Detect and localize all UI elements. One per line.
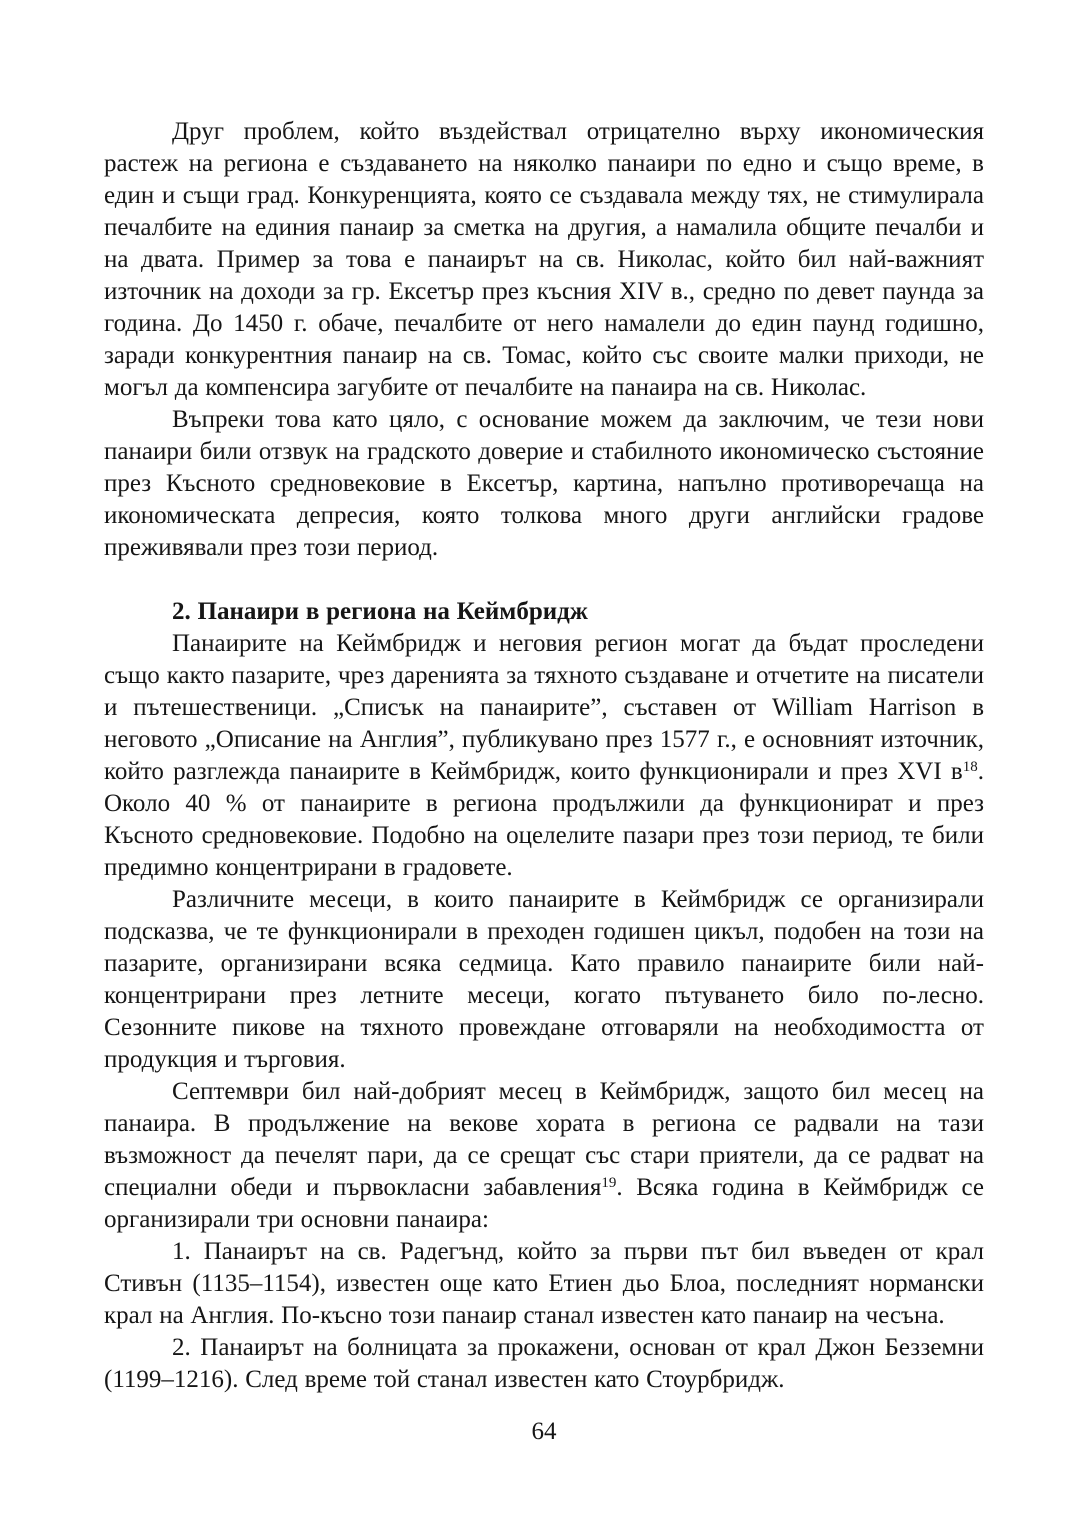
text-body xyxy=(104,116,984,1396)
section-heading: 2. Панаири в региона на Кеймбридж xyxy=(172,598,588,625)
paragraph: Различните месеци, в които панаирите в Кеймбридж се организирали подсказва, че те функционирали в преходен годишен цикъл, подобен на този на пазарите, организирани всяка седмица. Като правило панаирите били най-концентрирани през летните месеци, когато пътуването било по-лесно. Сезонните пикове на тяхното провеждане отговаряли на необходимостта от продукция и търговия. xyxy=(104,886,984,1073)
paragraph: Панаирите на Кеймбридж и неговия регион могат да бъдат проследени също както пазарите, чрез даренията за тяхното създаване и отчетите на писатели и пътешественици. „Списък на панаирите”, съставен от William Harrison в неговото „Описание на Англия”, публикувано през 1577 г., е основният източник, който разглежда панаирите в Кеймбридж, които функционирали и през XVI $в^{18}$. Около 40 % от панаирите в региона продължили да функционират и през Късното средновековие. Подобно на оцелелите пазари през този период, те били предимно концентрирани в градовете. xyxy=(104,630,984,881)
paragraph: 1. Панаирът на св. Радегънд, който за първи път бил въведен от крал Стивън (1135–1154), известен още като Етиен дьо Блоа, последният нормански крал на Англия. По-късно този панаир станал известен като панаир на чесъна. xyxy=(104,1238,984,1329)
page-number: 64 xyxy=(531,1418,557,1445)
paragraph: 2. Панаирът на болницата за прокажени, основан от крал Джон Безземни (1199–1216). След време той станал известен като Стоурбридж. xyxy=(104,1334,984,1393)
paragraph: Септември бил най-добрият месец в Кеймбридж, защото бил месец на панаира. В продължение на векове хората в региона се радвали на тази възможност да печелят пари, да се срещат със стари приятели, да се радват на специални обеди и първокласни забавления$^{19}$. Всяка година в Кеймбридж се организирали три основни панаира: xyxy=(104,1078,984,1233)
paragraph: Въпреки това като цяло, с основание можем да заключим, че тези нови панаири били отзвук на градското доверие и стабилното икономическо състояние през Късното средновековие в Ексетър, картина, напълно противоречаща на икономическата депресия, която толкова много други английски градове преживявали през този период. xyxy=(104,406,984,561)
page-footer xyxy=(104,1416,984,1448)
footnote-reference: 18 xyxy=(962,758,978,775)
footnote-reference: 19 xyxy=(601,1174,617,1191)
paragraph: Друг проблем, който въздействал отрицателно върху икономическия растеж на региона е създаването на няколко панаири по едно и също време, в един и същи град. Конкуренцията, която се създавала между тях, не стимулирала печалбите на единия панаир за сметка на другия, а намалила общите печалби и на двата. Пример за това е панаирът на св. Николас, който бил най-важният източник на доходи за гр. Ексетър през късния XIV в., средно по девет паунда за година. До 1450 г. обаче, печалбите от него намалели до един паунд годишно, заради конкурентния панаир на св. Томас, който със своите малки приходи, не могъл да компенсира загубите от печалбите на панаира на св. Николас. xyxy=(104,118,984,401)
